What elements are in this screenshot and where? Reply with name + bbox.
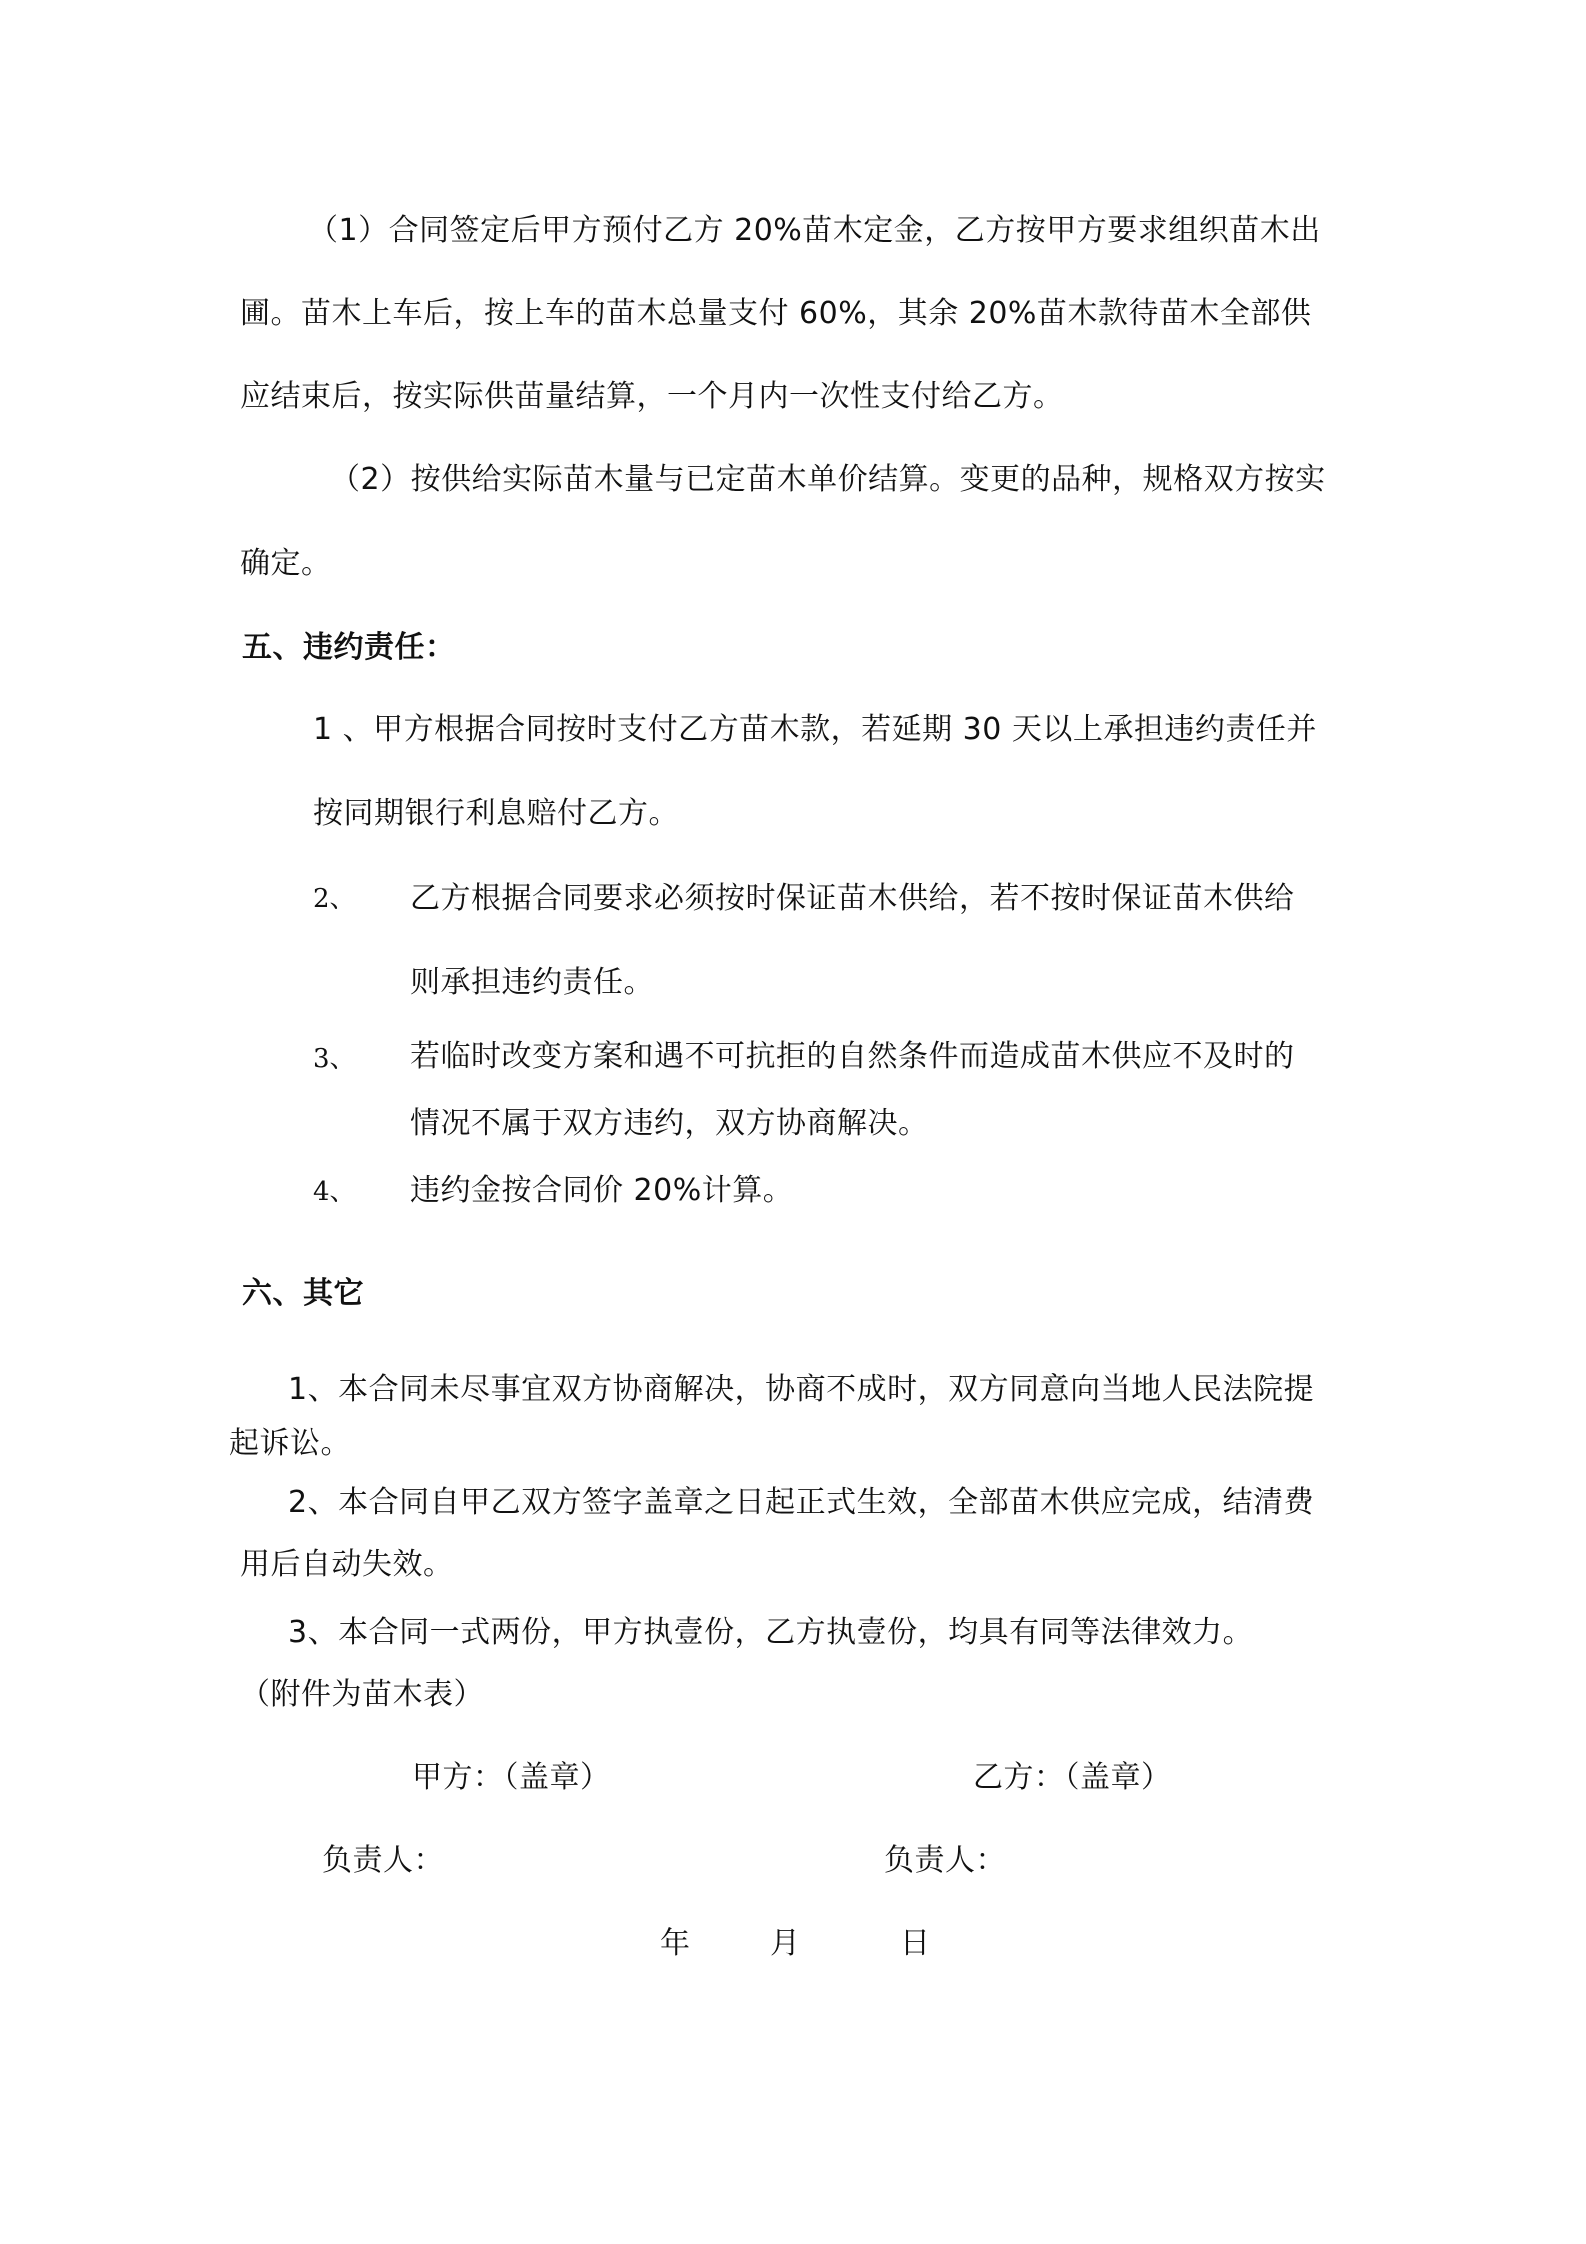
attachment-note: （附件为苗木表） (240, 1677, 484, 1712)
payment-item-1-line-1: （1）合同签定后甲方预付乙方 20%苗木定金，乙方按甲方要求组织苗木出 (308, 213, 1321, 248)
liability-item-2-number: 2、 (313, 884, 356, 914)
liability-item-3-line-2: 情况不属于双方违约，双方协商解决。 (410, 1106, 929, 1141)
payment-item-1-line-3: 应结束后，按实际供苗量结算，一个月内一次性支付给乙方。 (240, 379, 1064, 414)
party-b-person-label: 负责人： (884, 1843, 1006, 1878)
liability-item-4-number: 4、 (313, 1177, 356, 1207)
date-month-label: 月 (770, 1926, 801, 1961)
date-year-label: 年 (660, 1926, 691, 1961)
liability-item-1-line-1: 1 、甲方根据合同按时支付乙方苗木款，若延期 30 天以上承担违约责任并 (313, 712, 1317, 747)
liability-item-4-line-1: 违约金按合同价 20%计算。 (410, 1173, 794, 1208)
payment-item-2-line-2: 确定。 (240, 546, 332, 581)
liability-item-3-number: 3、 (313, 1044, 356, 1074)
party-a-seal-label: 甲方：（盖章） (412, 1760, 611, 1795)
other-item-1-line-1: 1、本合同未尽事宜双方协商解决，协商不成时，双方同意向当地人民法院提 (288, 1372, 1315, 1407)
other-item-1-line-2: 起诉讼。 (229, 1426, 351, 1461)
other-item-3-line-1: 3、本合同一式两份，甲方执壹份，乙方执壹份，均具有同等法律效力。 (288, 1615, 1254, 1650)
party-b-seal-label: 乙方：（盖章） (973, 1760, 1172, 1795)
date-day-label: 日 (900, 1926, 931, 1961)
other-heading: 六、其它 (242, 1276, 364, 1311)
other-item-2-line-2: 用后自动失效。 (240, 1547, 454, 1582)
liability-item-1-line-2: 按同期银行利息赔付乙方。 (313, 796, 679, 831)
liability-item-3-line-1: 若临时改变方案和遇不可抗拒的自然条件而造成苗木供应不及时的 (410, 1039, 1295, 1074)
liability-heading: 五、违约责任： (242, 630, 456, 665)
liability-item-2-line-1: 乙方根据合同要求必须按时保证苗木供给，若不按时保证苗木供给 (410, 881, 1295, 916)
payment-item-1-line-2: 圃。苗木上车后，按上车的苗木总量支付 60%，其余 20%苗木款待苗木全部供 (240, 296, 1312, 331)
other-item-2-line-1: 2、本合同自甲乙双方签字盖章之日起正式生效，全部苗木供应完成，结清费 (288, 1485, 1315, 1520)
liability-item-2-line-2: 则承担违约责任。 (410, 965, 654, 1000)
party-a-person-label: 负责人： (322, 1843, 444, 1878)
payment-item-2-line-1: （2）按供给实际苗木量与已定苗木单价结算。变更的品种，规格双方按实 (330, 462, 1326, 497)
